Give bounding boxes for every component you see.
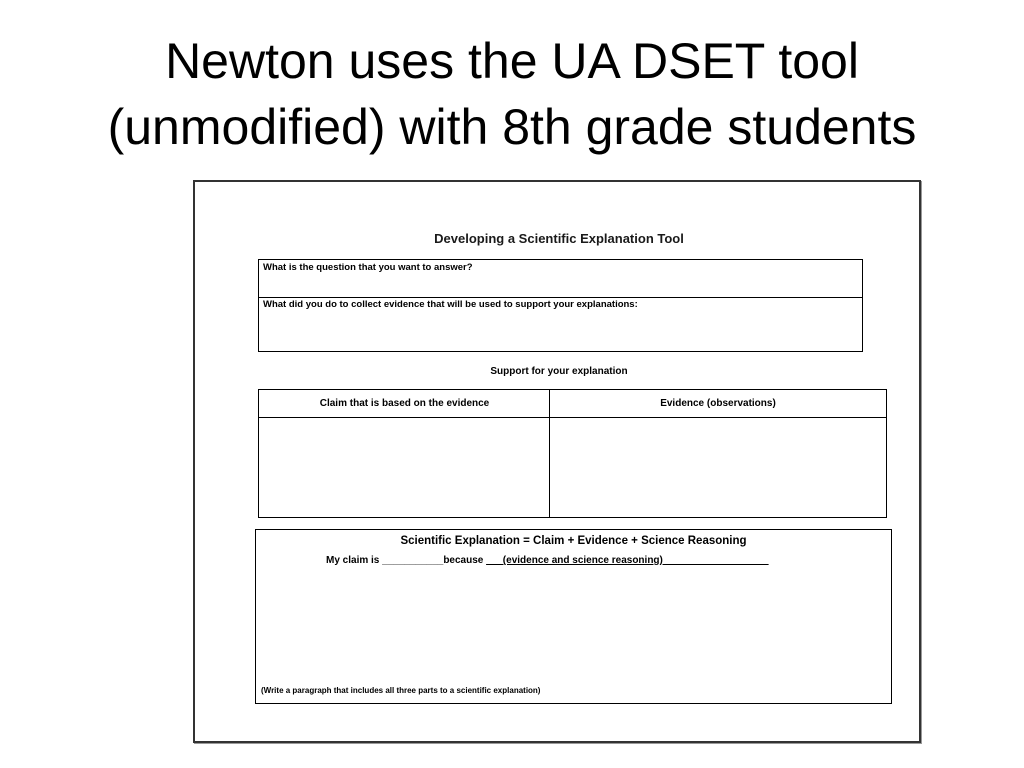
paragraph-instruction: (Write a paragraph that includes all three parts to a scientific explanation) [261, 686, 541, 695]
claim-sentence-blank: ___(evidence and science reasoning)___________________ [486, 555, 769, 566]
column-divider [549, 390, 550, 517]
question-box [258, 259, 863, 352]
explanation-title: Scientific Explanation = Claim + Evidence + Science Reasoning [400, 535, 747, 547]
evidence-column-header: Evidence (observations) [550, 390, 886, 418]
worksheet-heading: Developing a Scientific Explanation Tool [434, 231, 684, 246]
scientific-explanation-box [255, 529, 892, 704]
claim-evidence-table [258, 389, 887, 518]
slide-title [0, 28, 1024, 160]
worksheet-image [193, 180, 921, 743]
slide-title-line-2: (unmodified) with 8th grade students [107, 99, 917, 155]
claim-sentence [326, 555, 769, 566]
evidence-collection-prompt: What did you do to collect evidence that will be used to support your explanations: [263, 299, 638, 310]
claim-sentence-start: My claim is ___________because [326, 555, 487, 566]
question-prompt: What is the question that you want to answer? [259, 260, 862, 298]
claim-column-header: Claim that is based on the evidence [259, 390, 550, 418]
support-title: Support for your explanation [490, 366, 628, 377]
slide-title-line-1: Newton uses the UA DSET tool [165, 33, 859, 89]
